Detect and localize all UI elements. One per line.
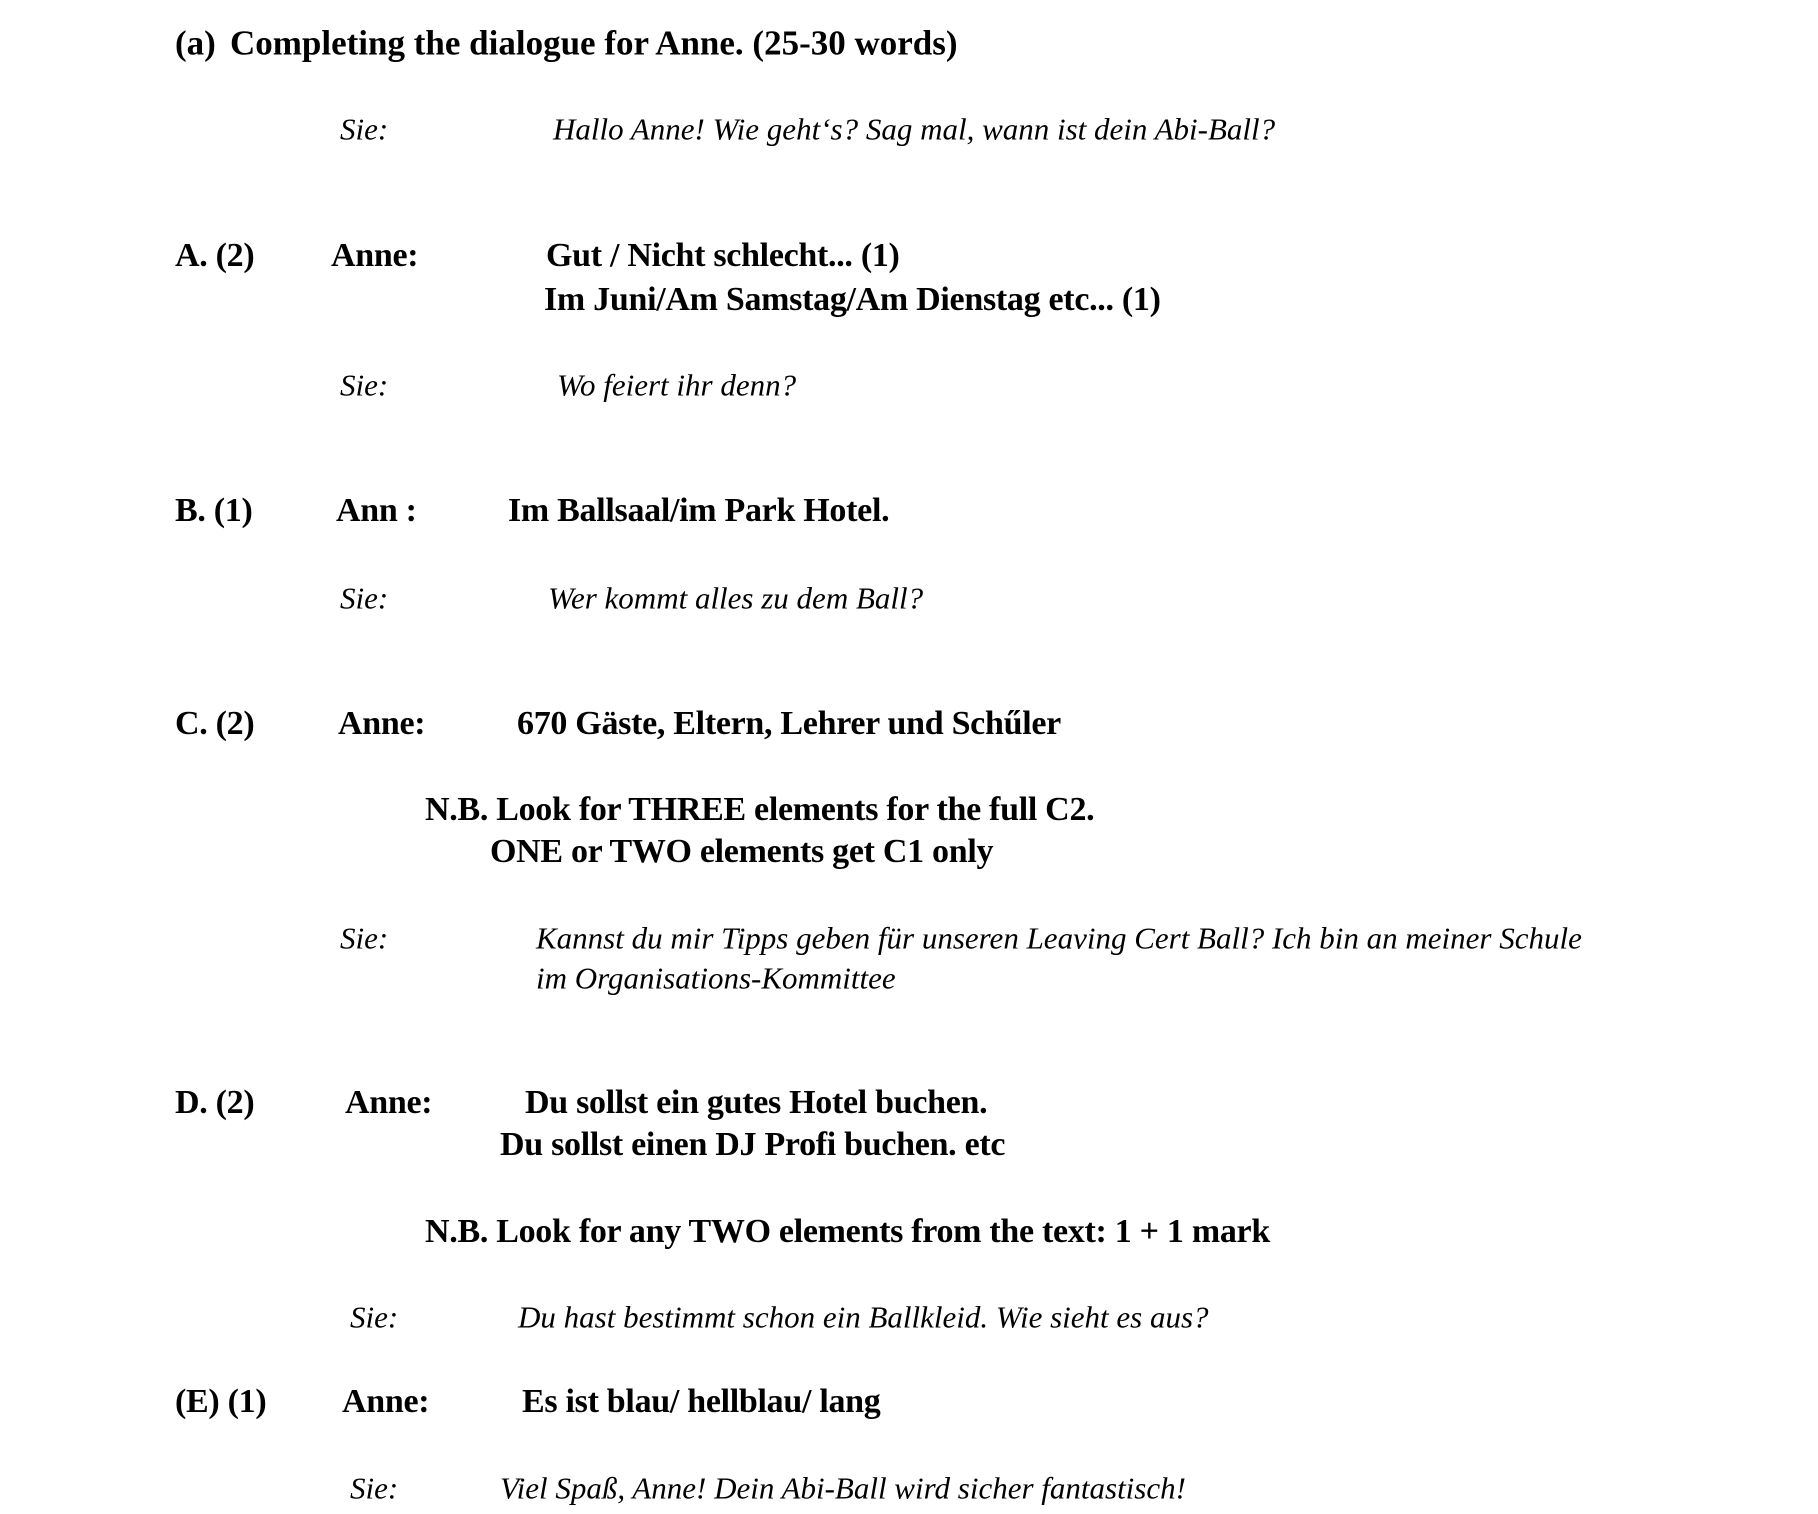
speaker-anne: Anne: bbox=[331, 237, 419, 274]
speaker-anne: Anne: bbox=[345, 1084, 433, 1121]
speaker-sie: Sie: bbox=[340, 111, 389, 147]
item-label-a: A. (2) bbox=[175, 237, 255, 274]
answer-line: Es ist blau/ hellblau/ lang bbox=[522, 1383, 881, 1420]
speaker-anne: Anne: bbox=[342, 1383, 430, 1420]
answer-line: Gut / Nicht schlecht... (1) bbox=[546, 237, 900, 274]
sie-line: im Organisations-Kommittee bbox=[536, 960, 896, 996]
sie-line: Du hast bestimmt schon ein Ballkleid. Wie sieht es aus? bbox=[518, 1299, 1209, 1335]
item-label-d: D. (2) bbox=[175, 1084, 255, 1121]
sie-line: Wo feiert ihr denn? bbox=[557, 367, 797, 403]
answer-line: Du sollst ein gutes Hotel buchen. bbox=[525, 1084, 988, 1121]
item-label-b: B. (1) bbox=[175, 492, 253, 529]
speaker-sie: Sie: bbox=[340, 367, 389, 403]
answer-line: Im Juni/Am Samstag/Am Dienstag etc... (1) bbox=[544, 281, 1161, 318]
answer-line: 670 Gäste, Eltern, Lehrer und Schűler bbox=[517, 705, 1061, 742]
marking-note: N.B. Look for THREE elements for the full C2. bbox=[425, 791, 1095, 828]
answer-line: Du sollst einen DJ Profi buchen. etc bbox=[500, 1126, 1006, 1163]
marking-note: N.B. Look for any TWO elements from the text: 1 + 1 mark bbox=[425, 1213, 1270, 1250]
speaker-sie: Sie: bbox=[350, 1470, 399, 1506]
speaker-sie: Sie: bbox=[350, 1299, 399, 1335]
speaker-sie: Sie: bbox=[340, 920, 389, 956]
speaker-anne: Anne: bbox=[338, 705, 426, 742]
speaker-sie: Sie: bbox=[340, 580, 389, 616]
heading-label: (a) bbox=[175, 23, 216, 63]
answer-line: Im Ballsaal/im Park Hotel. bbox=[508, 492, 890, 529]
item-label-e: (E) (1) bbox=[175, 1383, 267, 1420]
sie-line: Hallo Anne! Wie geht‘s? Sag mal, wann ist dein Abi-Ball? bbox=[553, 111, 1276, 147]
marking-note: ONE or TWO elements get C1 only bbox=[490, 833, 994, 870]
sie-line: Viel Spaß, Anne! Dein Abi-Ball wird sicher fantastisch! bbox=[500, 1470, 1186, 1506]
sie-line: Wer kommt alles zu dem Ball? bbox=[548, 580, 924, 616]
speaker-anne: Ann : bbox=[336, 492, 417, 529]
item-label-c: C. (2) bbox=[175, 705, 255, 742]
page-title: Completing the dialogue for Anne. (25-30 words) bbox=[230, 23, 958, 63]
sie-line: Kannst du mir Tipps geben für unseren Leaving Cert Ball? Ich bin an meiner Schule bbox=[536, 920, 1582, 956]
